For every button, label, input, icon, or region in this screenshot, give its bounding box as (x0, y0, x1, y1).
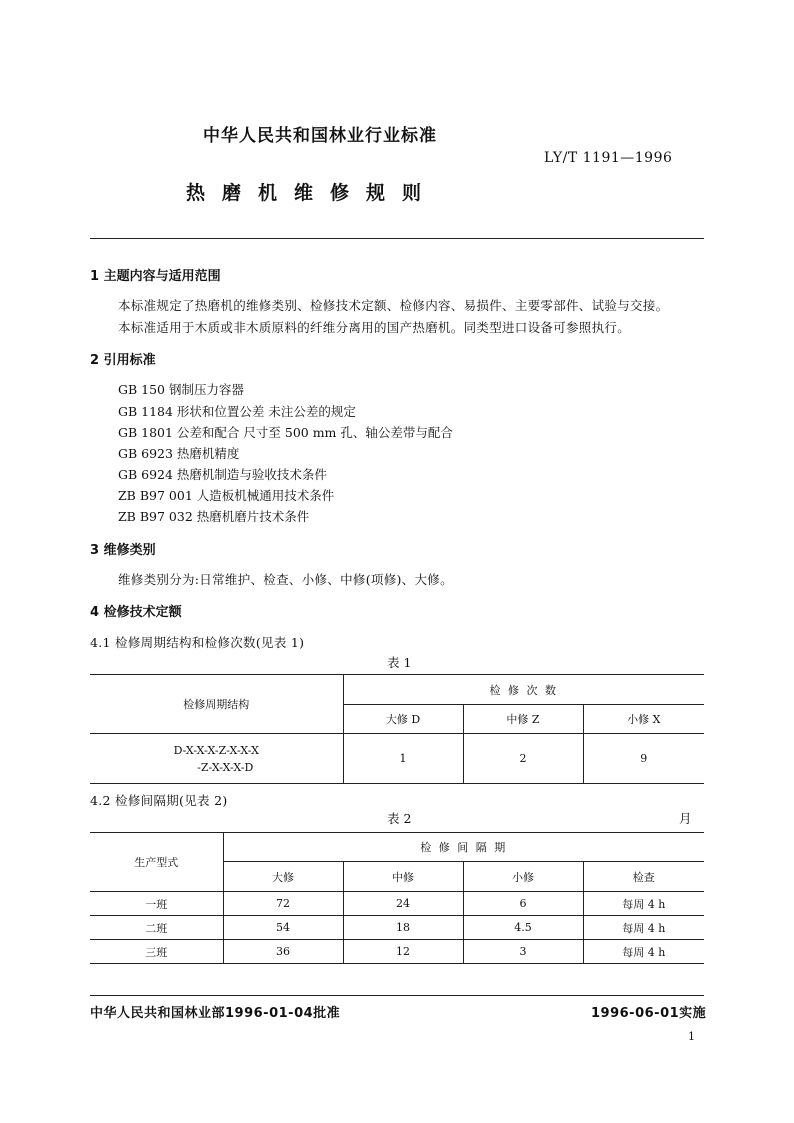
table-1-caption: 表 1 (387, 655, 412, 670)
table-2-header-minor: 小修 (463, 862, 583, 892)
reference-item: GB 1801 公差和配合 尺寸至 500 mm 孔、轴公差带与配合 (118, 425, 453, 440)
document-title: 热磨机维修规则 (186, 182, 439, 204)
standard-code: LY/T 1191—1996 (544, 150, 673, 166)
table-1-header-major: 大修 D (343, 705, 463, 734)
row-minor: 3 (463, 940, 583, 964)
table-1 (90, 674, 704, 784)
row-major: 54 (223, 916, 343, 940)
footer-divider (90, 995, 704, 996)
table-1-value-major: 1 (343, 734, 463, 784)
structure-line-1: D-X-X-X-Z-X-X-X (173, 743, 259, 757)
row-check: 每周 4 h (583, 916, 704, 940)
reference-item: ZB B97 001 人造板机械通用技术条件 (118, 488, 335, 503)
industry-standard-title: 中华人民共和国林业行业标准 (203, 126, 437, 146)
row-major: 72 (223, 892, 343, 916)
section-1-heading: 1 主题内容与适用范围 (90, 269, 221, 284)
section-4-1-heading: 4.1 检修周期结构和检修次数(见表 1) (90, 635, 305, 650)
reference-item: GB 1184 形状和位置公差 未注公差的规定 (118, 404, 356, 419)
table-1-header-minor: 小修 X (583, 705, 704, 734)
row-medium: 18 (343, 916, 463, 940)
section-4-2-heading: 4.2 检修间隔期(见表 2) (90, 793, 228, 808)
row-shift: 三班 (90, 940, 223, 964)
implementation-date: 1996-06-01实施 (591, 1006, 707, 1021)
table-1-header-structure: 检修周期结构 (90, 675, 343, 734)
section-3-paragraph: 维修类别分为:日常维护、检查、小修、中修(项修)、大修。 (118, 572, 453, 587)
table-2-header-type: 生产型式 (90, 833, 223, 892)
reference-item: ZB B97 032 热磨机磨片技术条件 (118, 509, 310, 524)
row-minor: 6 (463, 892, 583, 916)
row-major: 36 (223, 940, 343, 964)
table-1-value-medium: 2 (463, 734, 583, 784)
approval-line: 中华人民共和国林业部1996-01-04批准 (90, 1006, 341, 1021)
table-row (90, 916, 704, 940)
row-shift: 一班 (90, 892, 223, 916)
table-2-header-check: 检查 (583, 862, 704, 892)
structure-line-2: -Z-X-X-X-D (197, 760, 254, 774)
table-1-structure-cell (90, 734, 343, 784)
section-1-paragraph-1: 本标准规定了热磨机的维修类别、检修技术定额、检修内容、易损件、主要零部件、试验与交接。 (118, 298, 669, 313)
row-minor: 4.5 (463, 916, 583, 940)
table-2-header-group: 检 修 间 隔 期 (223, 833, 704, 862)
row-shift: 二班 (90, 916, 223, 940)
table-2-header-medium: 中修 (343, 862, 463, 892)
section-3-heading: 3 维修类别 (90, 543, 156, 558)
row-check: 每周 4 h (583, 892, 704, 916)
table-1-value-minor: 9 (640, 752, 648, 765)
table-2-header-major: 大修 (223, 862, 343, 892)
table-1-header-group: 检 修 次 数 (343, 675, 704, 705)
section-4-heading: 4 检修技术定额 (90, 605, 182, 620)
table-2-unit: 月 (679, 811, 692, 826)
table-1-header-medium: 中修 Z (463, 705, 583, 734)
section-1-paragraph-2: 本标准适用于木质或非木质原料的纤维分离用的国产热磨机。同类型进口设备可参照执行。 (118, 320, 631, 335)
row-medium: 12 (343, 940, 463, 964)
table-row (90, 892, 704, 916)
table-row (90, 940, 704, 964)
reference-item: GB 6923 热磨机精度 (118, 446, 240, 461)
table-2-caption: 表 2 (387, 811, 412, 826)
reference-item: GB 6924 热磨机制造与验收技术条件 (118, 467, 327, 482)
row-medium: 24 (343, 892, 463, 916)
reference-item: GB 150 钢制压力容器 (118, 382, 244, 397)
section-2-heading: 2 引用标准 (90, 353, 156, 368)
page-number: 1 (688, 1030, 695, 1043)
row-check: 每周 4 h (622, 945, 666, 959)
header-divider (90, 238, 704, 239)
table-2 (90, 832, 704, 964)
